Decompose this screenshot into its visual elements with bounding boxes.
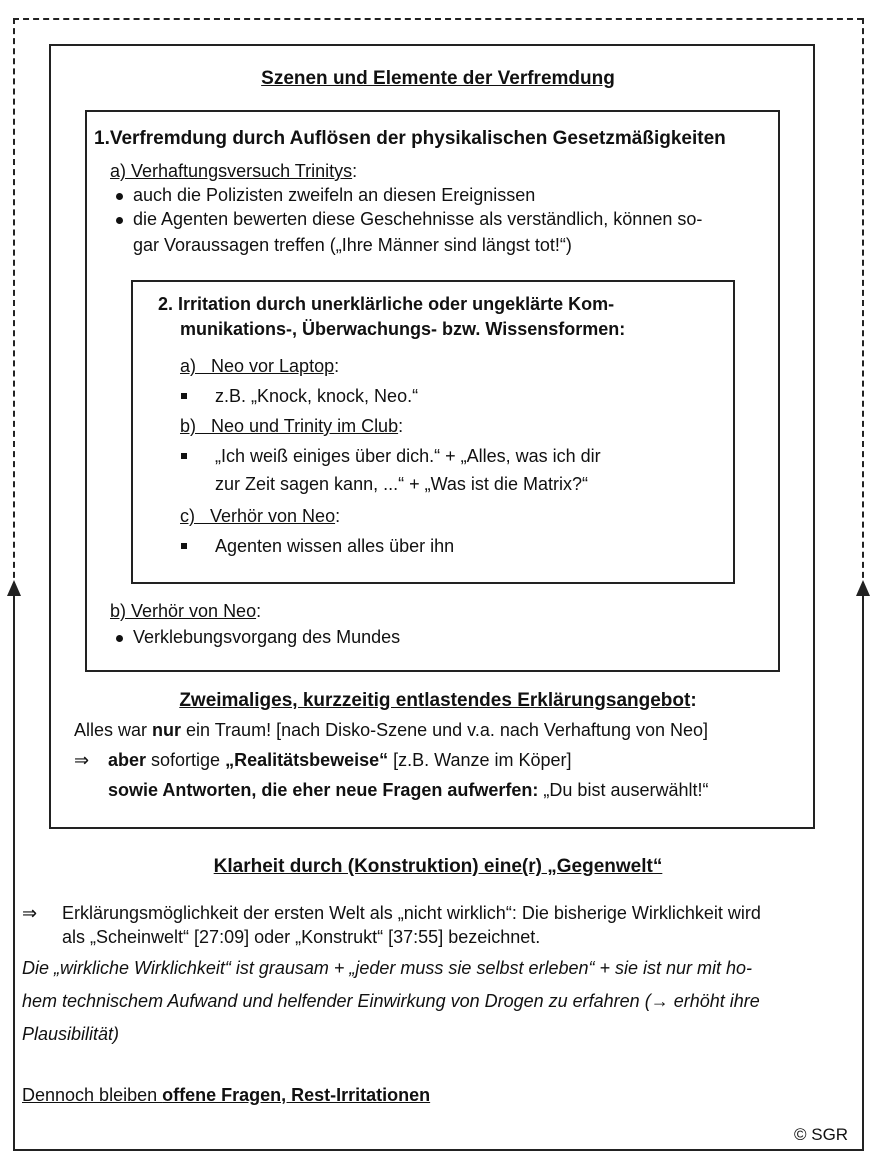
outer-frame-bottom — [13, 1149, 864, 1151]
bullet-dot-icon — [116, 193, 123, 200]
section2-title-line2: munikations-, Überwachungs- bzw. Wissensformen: — [180, 319, 626, 339]
bullet-dot-icon — [116, 217, 123, 224]
section1-b-bullet: Verklebungsvorgang des Mundes — [133, 627, 401, 647]
section2-title-line1: 2. Irritation durch unerklärliche oder ungeklärte Kom- — [158, 294, 615, 314]
section1-bullet-1: auch die Polizisten zweifeln an diesen Ereignissen — [133, 185, 536, 205]
clarity-p2-line2: hem technischem Aufwand und helfender Einwirkung von Drogen zu erfahren (→ erhöht ihre — [22, 991, 760, 1011]
bullet-square-icon — [181, 543, 187, 549]
section1-b-label: b) Verhör von Neo: — [110, 601, 262, 621]
right-up-arrow-icon — [856, 580, 870, 596]
section2-item-c-label: c) Verhör von Neo: — [180, 506, 341, 526]
clarity-title: Klarheit durch (Konstruktion) eine(r) „Gegenwelt“ — [213, 856, 663, 877]
left-up-arrow-icon — [7, 580, 21, 596]
section2-item-a-text: z.B. „Knock, knock, Neo.“ — [215, 386, 419, 406]
clarity-p1-line2: als „Scheinwelt“ [27:09] oder „Konstrukt“ [37:55] bezeichnet. — [62, 927, 541, 947]
bullet-dot-icon — [116, 635, 123, 642]
clarity-p2-line3: Plausibilität) — [22, 1024, 120, 1044]
bullet-square-icon — [181, 393, 187, 399]
clarity-final: Dennoch bleiben offene Fragen, Rest-Irritationen — [22, 1085, 431, 1105]
copyright: © SGR — [794, 1125, 849, 1144]
section2-item-b-text-cont: zur Zeit sagen kann, ...“ + „Was ist die Matrix?“ — [215, 474, 588, 494]
section1-bullet-2-cont: gar Voraussagen treffen („Ihre Männer sind längst tot!“) — [133, 235, 572, 255]
offer-line3: sowie Antworten, die eher neue Fragen aufwerfen: „Du bist auserwählt!“ — [108, 780, 709, 800]
offer-line1: Alles war nur ein Traum! [nach Disko-Szene und v.a. nach Verhaftung von Neo] — [74, 720, 709, 740]
section2-item-a-label: a) Neo vor Laptop: — [180, 356, 340, 376]
outer-frame-left-dashed — [13, 18, 15, 588]
section2-item-b-label: b) Neo und Trinity im Club: — [180, 416, 404, 436]
section2-item-c-text: Agenten wissen alles über ihn — [215, 536, 455, 556]
clarity-p1-line1: Erklärungsmöglichkeit der ersten Welt als „nicht wirklich“: Die bisherige Wirklichkeit wird — [62, 903, 761, 923]
clarity-p2-line1: Die „wirkliche Wirklichkeit“ ist grausam + „jeder muss sie selbst erleben“ + sie ist nur mit ho- — [22, 958, 753, 978]
outer-frame-top-dashed — [13, 18, 863, 20]
section1-a-label: a) Verhaftungsversuch Trinitys: — [110, 161, 358, 181]
section1-bullet-2: die Agenten bewerten diese Geschehnisse als verständlich, können so- — [133, 209, 703, 229]
offer-title: Zweimaliges, kurzzeitig entlastendes Erklärungsangebot: — [179, 690, 697, 711]
clarity-arrow-icon: ⇒ — [22, 903, 38, 923]
bullet-square-icon — [181, 453, 187, 459]
main-heading: Szenen und Elemente der Verfremdung — [261, 68, 615, 89]
section1-title: 1.Verfremdung durch Auflösen der physikalischen Gesetzmäßigkeiten — [94, 128, 726, 149]
section2-item-b-text: „Ich weiß einiges über dich.“ + „Alles, was ich dir — [215, 446, 601, 466]
offer-line2: aber sofortige „Realitätsbeweise“ [z.B. Wanze im Köper] — [108, 750, 572, 770]
offer-arrow-icon: ⇒ — [74, 750, 90, 770]
outer-frame-right-dashed — [862, 18, 864, 588]
